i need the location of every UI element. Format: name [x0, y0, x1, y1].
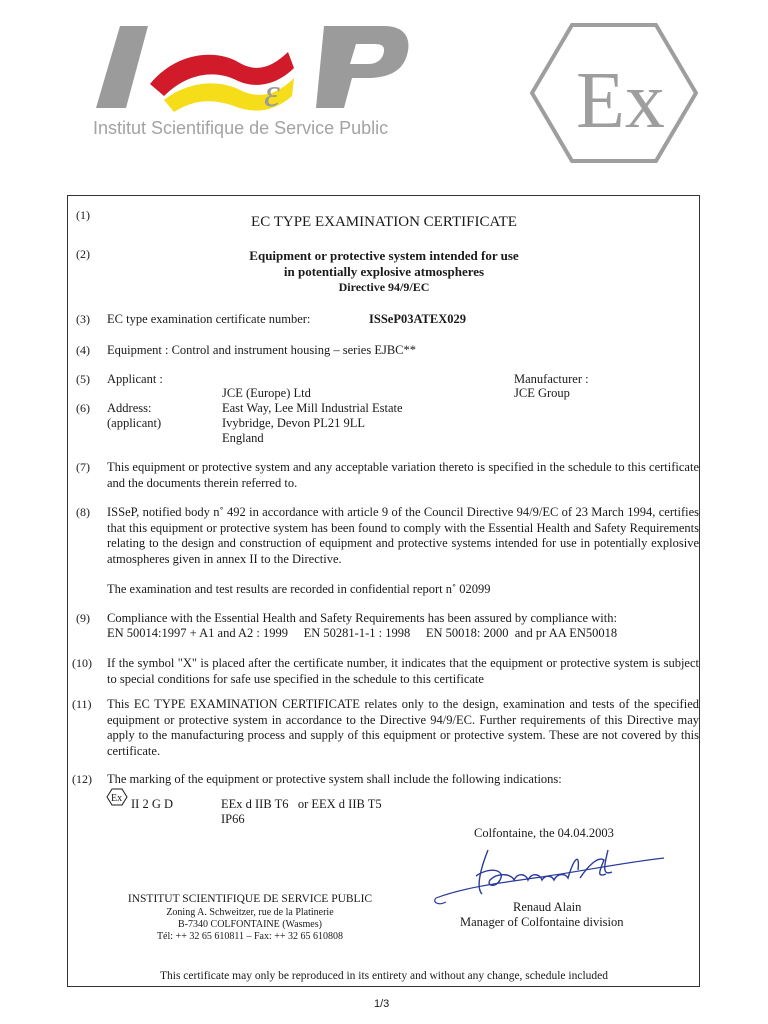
section-number-2: (2) [76, 247, 90, 261]
footer-note: This certificate may only be reproduced in its entirety and without any change, schedule included [159, 970, 609, 982]
ex-hexagon-icon [106, 788, 128, 806]
subtitle-line-1: Equipment or protective system intended for use [249, 248, 519, 263]
issep-logo [88, 22, 418, 114]
manufacturer-label: Manufacturer : [514, 372, 589, 386]
section-number-11: (11) [72, 697, 92, 711]
section-number-12: (12) [72, 772, 92, 786]
logo-letter-p [316, 26, 408, 108]
directive-label: Directive 94/9/EC [338, 280, 430, 294]
place-date: Colfontaine, the 04.04.2003 [474, 826, 614, 840]
report-line: The examination and test results are recorded in confidential report n˚ 02099 [107, 582, 491, 596]
subtitle-line-2: in potentially explosive atmospheres [283, 264, 485, 279]
address-label: Address: [107, 401, 152, 415]
marking-group: II 2 G D [131, 797, 174, 811]
paragraph-8: ISSeP, notified body n˚ 492 in accordance with article 9 of the Council Directive 94/9/EC of 23 March 1994, certifies that this equipment or protective system has been found to comply with the Essential Health and Safety Requirements relating to the design and construction of equipment and protective systems intended for use in potentially explosive atmospheres given in annex II to the Directive. [107, 505, 699, 566]
paragraph-11: This EC TYPE EXAMINATION CERTIFICATE relates only to the design, examination and tests of the specified equipment or protective system in accordance to the Directive 94/9/EC. Further requirements of this Directive may apply to the manufacturing process and supply of this equipment or protective system. These are not covered by this certificate. [107, 697, 699, 758]
institute-address-1: Zoning A. Schweitzer, rue de la Platinerie [166, 907, 334, 918]
applicant-label: Applicant : [107, 372, 163, 386]
marking-ip: IP66 [221, 812, 245, 826]
signer-title: Manager of Colfontaine division [460, 915, 624, 929]
compliance-line-1: Compliance with the Essential Health and Safety Requirements has been assured by compliance with: [107, 611, 617, 625]
section-number-8: (8) [76, 505, 90, 519]
cert-number-label: EC type examination certificate number: [107, 312, 311, 326]
marking-intro: The marking of the equipment or protective system shall include the following indications: [107, 772, 562, 786]
section-number-4: (4) [76, 343, 90, 357]
section-number-3: (3) [76, 312, 90, 326]
marking-code: EEx d IIB T6 or EEX d IIB T5 [221, 797, 382, 811]
section-number-6: (6) [76, 401, 90, 415]
page-number: 1/3 [374, 998, 390, 1010]
cert-number: ISSeP03ATEX029 [369, 312, 467, 326]
manufacturer-name: JCE Group [514, 386, 570, 400]
section-number-1: (1) [76, 208, 90, 222]
institute-name: INSTITUT SCIENTIFIQUE DE SERVICE PUBLIC [127, 893, 373, 905]
address-line-3: England [222, 431, 264, 445]
paragraph-10: If the symbol "X" is placed after the certificate number, it indicates that the equipment or protective system is subject to special conditions for safe use specified in the schedule to this certificate [107, 656, 699, 686]
section-number-7: (7) [76, 460, 90, 474]
logo-letter-e: ε [264, 70, 280, 114]
section-number-10: (10) [72, 656, 92, 670]
applicant-name: JCE (Europe) Ltd [222, 386, 311, 400]
equipment-line: Equipment : Control and instrument housing – series EJBC** [107, 343, 417, 357]
logo-caption: Institut Scientifique de Service Public [93, 118, 389, 138]
paragraph-7: This equipment or protective system and any acceptable variation thereto is specified in the schedule to this certificate and the documents therein referred to. [107, 460, 699, 490]
institute-address-2: B-7340 COLFONTAINE (Wasmes) [178, 919, 322, 930]
address-line-2: Ivybridge, Devon PL21 9LL [222, 416, 366, 430]
ex-mark-icon [530, 23, 698, 163]
section-number-5: (5) [76, 372, 90, 386]
signer-name: Renaud Alain [513, 900, 582, 914]
svg-text:Ex: Ex [576, 57, 665, 145]
certificate-title: EC TYPE EXAMINATION CERTIFICATE [251, 214, 517, 230]
section-number-9: (9) [76, 611, 90, 625]
address-line-1: East Way, Lee Mill Industrial Estate [222, 401, 403, 415]
address-sublabel: (applicant) [107, 416, 162, 430]
institute-contact: Tél: ++ 32 65 610811 – Fax: ++ 32 65 610808 [156, 931, 344, 942]
svg-text:Ex: Ex [111, 793, 123, 804]
logo-letter-i [96, 26, 148, 108]
standards-line: EN 50014:1997 + A1 and A2 : 1999 EN 50281-1-1 : 1998 EN 50018: 2000 and pr AA EN50018 [107, 626, 618, 640]
